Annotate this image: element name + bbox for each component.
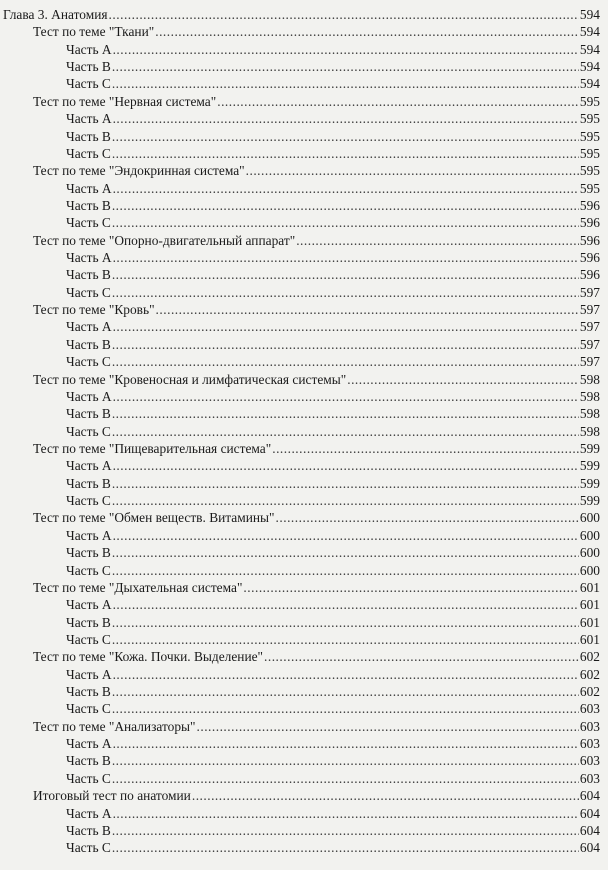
toc-entry-label: Тест по теме "Кровеносная и лимфатическая системы"	[33, 371, 347, 387]
dot-leader	[112, 822, 579, 839]
toc-page-number: 599	[579, 475, 600, 491]
toc-page-number: 598	[579, 406, 600, 422]
toc-page-number: 603	[579, 736, 600, 752]
toc-page-number: 604	[579, 840, 600, 856]
toc-page-number: 596	[579, 197, 600, 213]
toc-subsection-row[interactable]	[0, 110, 600, 127]
toc-subsection-row[interactable]	[0, 388, 600, 405]
dot-leader	[272, 440, 579, 457]
toc-entry-label: Часть В	[66, 684, 111, 700]
dot-leader	[112, 197, 579, 214]
toc-entry-label: Тест по теме "Ткани"	[33, 24, 155, 40]
toc-entry-label: Часть В	[66, 128, 111, 144]
toc-entry-label: Часть С	[66, 284, 111, 300]
toc-subsection-row[interactable]	[0, 544, 600, 561]
toc-entry-label: Тест по теме "Нервная система"	[33, 93, 217, 109]
toc-page-number: 594	[579, 7, 600, 22]
toc-section-row[interactable]	[0, 648, 600, 665]
toc-section-row[interactable]	[0, 371, 600, 388]
dot-leader	[243, 579, 578, 596]
toc-subsection-row[interactable]	[0, 752, 600, 769]
toc-entry-label: Часть А	[66, 666, 112, 682]
toc-entry-label: Часть А	[66, 41, 112, 57]
toc-subsection-row[interactable]	[0, 735, 600, 752]
toc-page-number: 601	[579, 614, 600, 630]
toc-entry-label: Часть А	[66, 597, 112, 613]
dot-leader	[113, 735, 579, 752]
toc-page-number: 603	[579, 701, 600, 717]
toc-subsection-row[interactable]	[0, 318, 600, 335]
toc-entry-label: Часть В	[66, 336, 111, 352]
dot-leader	[112, 145, 579, 162]
toc-section-row[interactable]	[0, 232, 600, 249]
dot-leader	[112, 353, 579, 370]
dot-leader	[217, 93, 579, 110]
toc-entry-label: Часть В	[66, 406, 111, 422]
toc-entry-label: Часть А	[66, 388, 112, 404]
toc-entry-label: Тест по теме "Кожа. Почки. Выделение"	[33, 649, 264, 665]
toc-subsection-row[interactable]	[0, 75, 600, 92]
table-of-contents	[0, 6, 600, 857]
dot-leader	[113, 41, 579, 58]
toc-page-number: 597	[579, 354, 600, 370]
toc-subsection-row[interactable]	[0, 180, 600, 197]
toc-page-number: 603	[579, 718, 600, 734]
dot-leader	[113, 180, 579, 197]
dot-leader	[112, 683, 579, 700]
dot-leader	[113, 388, 579, 405]
toc-subsection-row[interactable]	[0, 266, 600, 283]
toc-page-number: 604	[579, 805, 600, 821]
toc-subsection-row[interactable]	[0, 41, 600, 58]
dot-leader	[112, 544, 579, 561]
toc-page-number: 603	[579, 770, 600, 786]
toc-section-row[interactable]	[0, 301, 600, 318]
toc-section-row[interactable]	[0, 718, 600, 735]
dot-leader	[112, 405, 579, 422]
toc-entry-label: Часть В	[66, 545, 111, 561]
dot-leader	[296, 232, 579, 249]
dot-leader	[112, 266, 579, 283]
toc-entry-label: Часть А	[66, 458, 112, 474]
toc-entry-label: Часть С	[66, 215, 111, 231]
toc-page-number: 596	[579, 267, 600, 283]
toc-page-number: 601	[579, 579, 600, 595]
dot-leader	[112, 214, 579, 231]
dot-leader	[112, 752, 579, 769]
dot-leader	[155, 23, 579, 40]
toc-entry-label: Итоговый тест по анатомии	[33, 788, 191, 804]
toc-page-number: 597	[579, 336, 600, 352]
toc-page-number: 595	[579, 93, 600, 109]
dot-leader	[112, 614, 579, 631]
toc-page-number: 603	[579, 753, 600, 769]
toc-page-number: 601	[579, 631, 600, 647]
toc-entry-label: Часть С	[66, 701, 111, 717]
toc-entry-label: Часть В	[66, 267, 111, 283]
toc-page-number: 595	[579, 145, 600, 161]
dot-leader	[113, 457, 579, 474]
toc-subsection-row[interactable]	[0, 214, 600, 231]
toc-page-number: 602	[579, 649, 600, 665]
toc-page-number: 604	[579, 788, 600, 804]
toc-subsection-row[interactable]	[0, 128, 600, 145]
toc-subsection-row[interactable]	[0, 249, 600, 266]
toc-subsection-row[interactable]	[0, 284, 600, 301]
toc-page-number: 594	[579, 76, 600, 92]
toc-subsection-row[interactable]	[0, 700, 600, 717]
toc-page-number: 600	[579, 510, 600, 526]
dot-leader	[113, 318, 579, 335]
toc-section-row[interactable]	[0, 579, 600, 596]
dot-leader	[113, 666, 579, 683]
dot-leader	[109, 6, 579, 23]
toc-subsection-row[interactable]	[0, 457, 600, 474]
toc-page-number: 595	[579, 128, 600, 144]
dot-leader	[112, 492, 579, 509]
toc-entry-label: Часть А	[66, 111, 112, 127]
toc-subsection-row[interactable]	[0, 839, 600, 856]
dot-leader	[113, 805, 579, 822]
dot-leader	[112, 562, 579, 579]
toc-entry-label: Часть А	[66, 805, 112, 821]
toc-entry-label: Тест по теме "Эндокринная система"	[33, 163, 245, 179]
toc-section-row[interactable]	[0, 440, 600, 457]
dot-leader	[112, 475, 579, 492]
toc-entry-label: Часть С	[66, 145, 111, 161]
toc-entry-label: Часть С	[66, 76, 111, 92]
toc-subsection-row[interactable]	[0, 353, 600, 370]
toc-page-number: 597	[579, 284, 600, 300]
toc-page-number: 596	[579, 215, 600, 231]
toc-section-row[interactable]	[0, 23, 600, 40]
toc-page-number: 598	[579, 371, 600, 387]
toc-subsection-row[interactable]	[0, 683, 600, 700]
toc-page-number: 594	[579, 59, 600, 75]
toc-page-number: 596	[579, 232, 600, 248]
toc-page-number: 596	[579, 250, 600, 266]
toc-entry-label: Часть А	[66, 736, 112, 752]
toc-section-row[interactable]	[0, 93, 600, 110]
toc-subsection-row[interactable]	[0, 822, 600, 839]
toc-subsection-row[interactable]	[0, 805, 600, 822]
toc-page-number: 600	[579, 562, 600, 578]
toc-entry-label: Часть В	[66, 822, 111, 838]
toc-subsection-row[interactable]	[0, 527, 600, 544]
dot-leader	[112, 336, 579, 353]
toc-page-number: 598	[579, 423, 600, 439]
dot-leader	[156, 301, 579, 318]
dot-leader	[264, 648, 579, 665]
toc-section-row[interactable]	[0, 509, 600, 526]
toc-subsection-row[interactable]	[0, 596, 600, 613]
toc-page-number: 595	[579, 111, 600, 127]
toc-subsection-row[interactable]	[0, 475, 600, 492]
toc-subsection-row[interactable]	[0, 423, 600, 440]
toc-entry-label: Часть С	[66, 631, 111, 647]
toc-page-number: 602	[579, 666, 600, 682]
toc-page-number: 594	[579, 24, 600, 40]
dot-leader	[112, 423, 579, 440]
toc-page-number: 599	[579, 440, 600, 456]
toc-subsection-row[interactable]	[0, 336, 600, 353]
dot-leader	[113, 110, 579, 127]
toc-entry-label: Тест по теме "Анализаторы"	[33, 718, 196, 734]
dot-leader	[112, 58, 579, 75]
dot-leader	[113, 527, 579, 544]
dot-leader	[112, 770, 579, 787]
toc-section-row[interactable]	[0, 162, 600, 179]
toc-page-number: 599	[579, 458, 600, 474]
toc-entry-label: Часть А	[66, 527, 112, 543]
toc-subsection-row[interactable]	[0, 197, 600, 214]
toc-subsection-row[interactable]	[0, 614, 600, 631]
toc-page-number: 598	[579, 388, 600, 404]
toc-page-number: 604	[579, 822, 600, 838]
dot-leader	[246, 162, 579, 179]
toc-chapter-row[interactable]	[0, 6, 600, 23]
dot-leader	[112, 631, 579, 648]
toc-page-number: 602	[579, 684, 600, 700]
toc-entry-label: Часть С	[66, 354, 111, 370]
toc-page-number: 597	[579, 319, 600, 335]
toc-entry-label: Часть В	[66, 59, 111, 75]
toc-entry-label: Глава 3. Анатомия	[3, 7, 108, 22]
toc-subsection-row[interactable]	[0, 492, 600, 509]
dot-leader	[112, 75, 579, 92]
toc-page-number: 594	[579, 41, 600, 57]
toc-page-number: 597	[579, 302, 600, 318]
toc-entry-label: Часть С	[66, 840, 111, 856]
toc-entry-label: Часть А	[66, 180, 112, 196]
toc-subsection-row[interactable]	[0, 405, 600, 422]
toc-subsection-row[interactable]	[0, 145, 600, 162]
dot-leader	[197, 718, 579, 735]
toc-entry-label: Часть С	[66, 770, 111, 786]
toc-entry-label: Часть В	[66, 614, 111, 630]
toc-section-row[interactable]	[0, 787, 600, 804]
toc-entry-label: Тест по теме "Дыхательная система"	[33, 579, 243, 595]
toc-entry-label: Тест по теме "Опорно-двигательный аппарат"	[33, 232, 296, 248]
dot-leader	[347, 371, 579, 388]
toc-entry-label: Часть В	[66, 197, 111, 213]
toc-entry-label: Тест по теме "Кровь"	[33, 302, 155, 318]
toc-entry-label: Часть А	[66, 319, 112, 335]
dot-leader	[112, 700, 579, 717]
toc-entry-label: Часть А	[66, 250, 112, 266]
toc-entry-label: Тест по теме "Обмен веществ. Витамины"	[33, 510, 275, 526]
toc-entry-label: Часть С	[66, 562, 111, 578]
toc-page-number: 599	[579, 493, 600, 509]
toc-subsection-row[interactable]	[0, 58, 600, 75]
dot-leader	[276, 509, 579, 526]
dot-leader	[112, 284, 579, 301]
dot-leader	[113, 249, 579, 266]
toc-subsection-row[interactable]	[0, 666, 600, 683]
toc-subsection-row[interactable]	[0, 631, 600, 648]
toc-page-number: 595	[579, 180, 600, 196]
toc-page-number: 600	[579, 527, 600, 543]
dot-leader	[113, 596, 579, 613]
dot-leader	[112, 839, 579, 856]
dot-leader	[192, 787, 579, 804]
toc-subsection-row[interactable]	[0, 562, 600, 579]
toc-page-number: 600	[579, 545, 600, 561]
toc-entry-label: Тест по теме "Пищеварительная система"	[33, 440, 272, 456]
toc-subsection-row[interactable]	[0, 770, 600, 787]
toc-entry-label: Часть В	[66, 753, 111, 769]
toc-entry-label: Часть С	[66, 493, 111, 509]
toc-page-number: 601	[579, 597, 600, 613]
toc-entry-label: Часть В	[66, 475, 111, 491]
toc-page-number: 595	[579, 163, 600, 179]
dot-leader	[112, 128, 579, 145]
toc-entry-label: Часть С	[66, 423, 111, 439]
